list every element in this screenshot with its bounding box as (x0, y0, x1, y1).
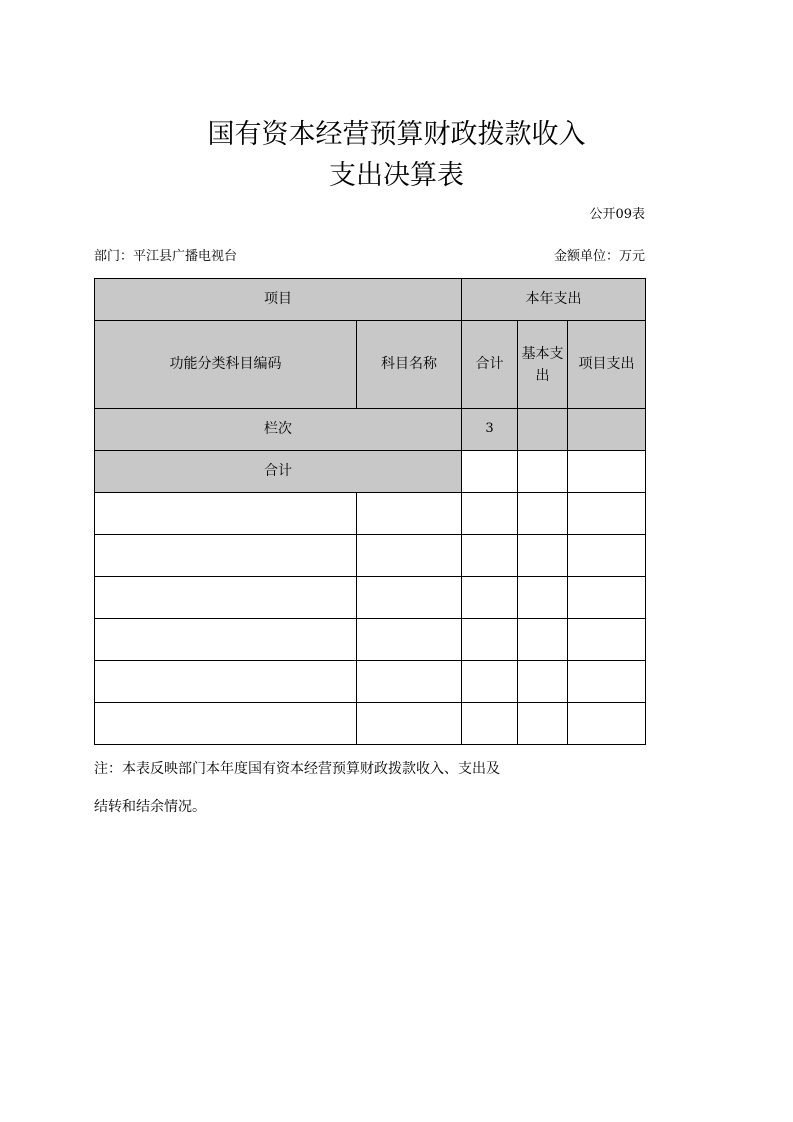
column-number-basic (518, 409, 568, 451)
header-project-spending: 项目支出 (568, 321, 646, 409)
total-row-project (568, 451, 646, 493)
cell-basic (518, 703, 568, 745)
header-item: 项目 (95, 279, 462, 321)
table-row (95, 661, 646, 703)
table-row (95, 535, 646, 577)
header-current-year-spending: 本年支出 (462, 279, 646, 321)
page-title-line1: 国有资本经营预算财政拨款收入 (207, 119, 586, 150)
table-row (95, 493, 646, 535)
cell-code (95, 577, 357, 619)
cell-name (357, 535, 462, 577)
cell-total (462, 619, 518, 661)
cell-code (95, 619, 357, 661)
cell-basic (518, 493, 568, 535)
amount-unit-label: 金额单位：万元 (553, 249, 645, 264)
footnote-line1: 注：本表反映部门本年度国有资本经营预算财政拨款收入、支出及 (94, 761, 500, 777)
header-subject-name: 科目名称 (357, 321, 462, 409)
cell-code (95, 703, 357, 745)
settlement-table (94, 278, 646, 745)
table-row (95, 703, 646, 745)
cell-project (568, 661, 646, 703)
column-number-row (95, 409, 646, 451)
cell-project (568, 577, 646, 619)
footnote-line2: 结转和结余情况。 (94, 799, 206, 815)
cell-name (357, 493, 462, 535)
table-row (95, 577, 646, 619)
cell-project (568, 703, 646, 745)
cell-total (462, 493, 518, 535)
header-basic-spending: 基本支出 (521, 345, 564, 384)
cell-total (462, 703, 518, 745)
cell-total (462, 661, 518, 703)
cell-total (462, 535, 518, 577)
cell-basic (518, 535, 568, 577)
cell-basic (518, 661, 568, 703)
cell-project (568, 619, 646, 661)
cell-basic (518, 577, 568, 619)
department-label: 部门：平江县广播电视台 (94, 249, 238, 264)
total-row-label: 合计 (95, 451, 462, 493)
cell-code (95, 535, 357, 577)
cell-name (357, 619, 462, 661)
cell-name (357, 577, 462, 619)
header-basic-spending-cell (518, 321, 568, 409)
cell-basic (518, 619, 568, 661)
column-number-total: 3 (462, 409, 518, 451)
total-row-basic (518, 451, 568, 493)
page-title-line2: 支出决算表 (329, 160, 464, 191)
column-number-label: 栏次 (95, 409, 462, 451)
cell-name (357, 661, 462, 703)
cell-code (95, 661, 357, 703)
column-number-project (568, 409, 646, 451)
cell-name (357, 703, 462, 745)
header-function-code: 功能分类科目编码 (95, 321, 357, 409)
cell-project (568, 535, 646, 577)
cell-code (95, 493, 357, 535)
table-row (95, 619, 646, 661)
total-row-total (462, 451, 518, 493)
form-number: 公开09表 (589, 207, 645, 222)
header-total: 合计 (462, 321, 518, 409)
total-row (95, 451, 646, 493)
cell-project (568, 493, 646, 535)
header-row-1 (95, 279, 646, 321)
cell-total (462, 577, 518, 619)
header-row-2 (95, 321, 646, 409)
